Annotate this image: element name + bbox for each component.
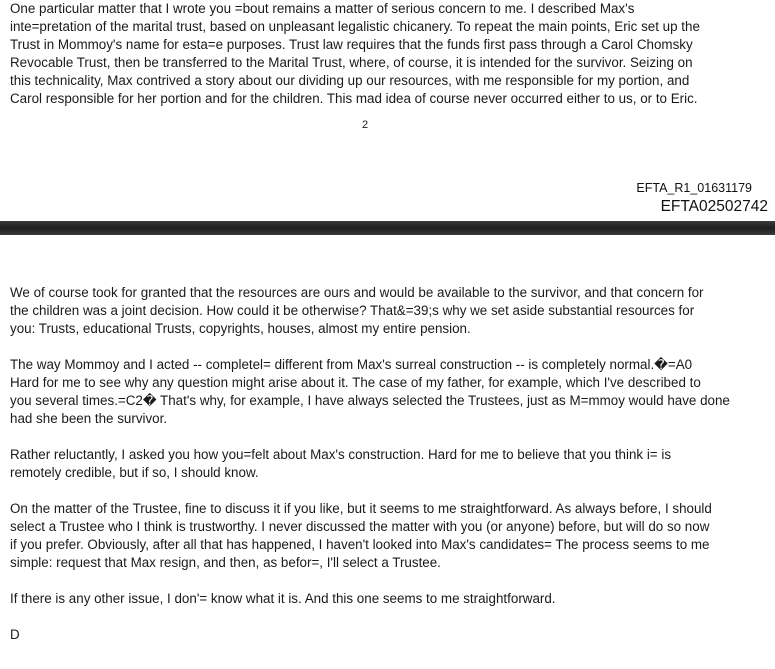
text-line: if you prefer. Obviously, after all that has happened, I haven't looked into Max's candidates= The process seems to me — [10, 537, 710, 552]
text-line: The way Mommoy and I acted -- completel= different from Max's surreal construction -- is completely normal.�=A0 — [10, 357, 693, 372]
text-line: you several times.=C2� That's why, for example, I have always selected the Trustees, just as M=mmoy would have done — [10, 393, 730, 408]
text-line: select a Trustee who I think is trustworthy. I never discussed the matter with you (or anyone) before, but will do so now — [10, 519, 710, 534]
paragraph-other-issue — [10, 590, 762, 608]
text-line: Hard for me to see why any question might arise about it. The case of my father, for example, which I've described to — [10, 375, 701, 390]
text-line: On the matter of the Trustee, fine to discuss it if you like, but it seems to me straightforward. As always before, I should — [10, 501, 712, 516]
text-line: Rather reluctantly, I asked you how you=felt about Max's construction. Hard for me to believe that you think i= is — [10, 447, 672, 462]
document-page-top — [0, 0, 775, 220]
text-line: If there is any other issue, I don'= know what it is. And this one seems to me straightforward. — [10, 591, 556, 606]
text-line: Revocable Trust, then be transferred to the Marital Trust, where, of course, it is intended for the survivor. Seizing on — [10, 55, 693, 70]
text-line: inte=pretation of the marital trust, based on unpleasant legalistic chicanery. To repeat the main points, Eric set up the — [10, 19, 700, 34]
text-line: We of course took for granted that the resources are ours and would be available to the survivor, and that concern for — [10, 285, 704, 300]
paragraph-resources — [10, 284, 762, 338]
text-line: Carol responsible for her portion and for the children. This mad idea of course never occurred either to us, or to Eric. — [10, 91, 698, 106]
page-number: 2 — [362, 119, 369, 131]
signature-initial: D — [10, 627, 20, 642]
paragraph-marital-trust — [10, 0, 762, 108]
text-line: One particular matter that I wrote you =bout remains a matter of serious concern to me. I described Max's — [10, 1, 635, 16]
bates-stamp-small: EFTA_R1_01631179 — [636, 181, 752, 195]
paragraph-mommoy — [10, 356, 762, 428]
text-line: simple: request that Max resign, and then, as befor=, I'll select a Trustee. — [10, 555, 441, 570]
page-divider — [0, 221, 775, 235]
bates-stamp-large: EFTA02502742 — [660, 198, 768, 215]
text-line: had she been the survivor. — [10, 411, 168, 426]
document-page-bottom — [0, 235, 775, 669]
text-line: Trust in Mommoy's name for esta=e purposes. Trust law requires that the funds first pass through a Carol Chomsky — [10, 37, 693, 52]
text-line: the children was a joint decision. How could it be otherwise? That&=39;s why we set aside substantial resources for — [10, 303, 695, 318]
text-line: you: Trusts, educational Trusts, copyrights, houses, almost my entire pension. — [10, 321, 471, 336]
text-line: remotely credible, but if so, I should know. — [10, 465, 259, 480]
paragraph-trustee — [10, 500, 762, 572]
text-line: this technicality, Max contrived a story about our dividing up our resources, with me responsible for my portion, and — [10, 73, 690, 88]
paragraph-reluctantly — [10, 446, 762, 482]
signature — [10, 626, 762, 644]
